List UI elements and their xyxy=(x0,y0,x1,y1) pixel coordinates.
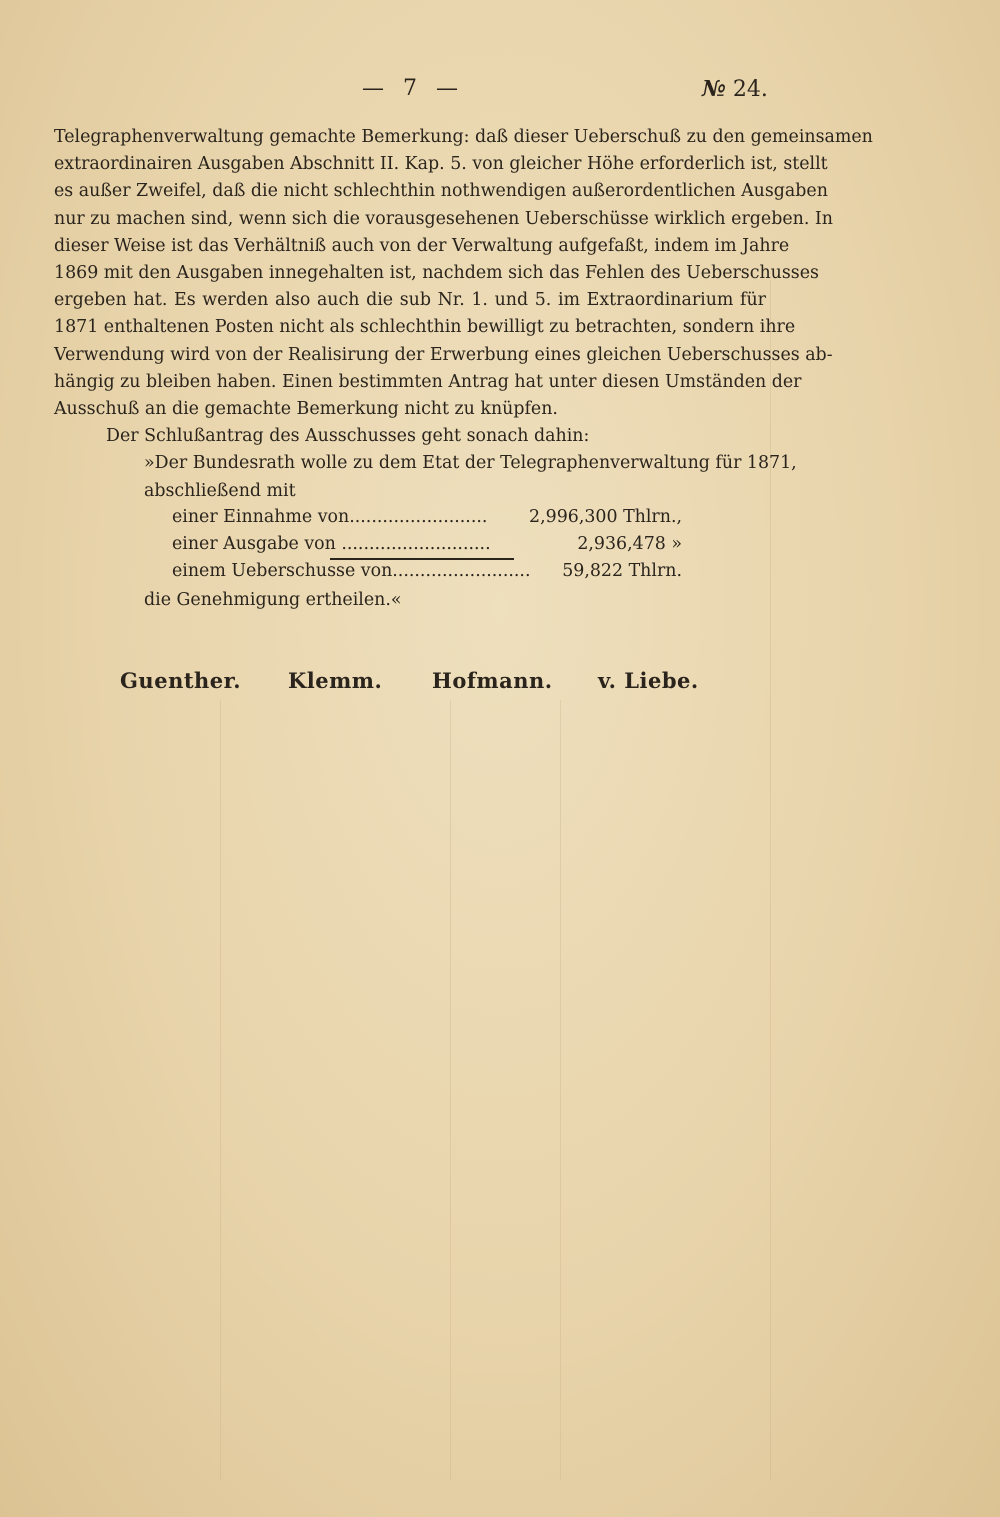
budget-value: 2,936,478 » xyxy=(577,534,682,554)
quote-line: abschließend mit xyxy=(144,480,296,501)
paragraph-line: hängig zu bleiben haben. Einen bestimmten Antrag hat unter diesen Umständen der xyxy=(54,371,802,392)
bleed-through-line xyxy=(560,700,561,1480)
bleed-through-line xyxy=(450,700,451,1480)
budget-row xyxy=(172,507,692,534)
paragraph-line: ergeben hat. Es werden also auch die sub Nr. 1. und 5. im Extraordinarium für xyxy=(54,290,766,311)
paragraph-line: Verwendung wird von der Realisirung der Erwerbung eines gleichen Ueberschusses ab- xyxy=(54,344,833,365)
paragraph-line: Telegraphenverwaltung gemachte Bemerkung: daß dieser Ueberschuß zu den gemeinsamen xyxy=(54,127,873,147)
bleed-through-line xyxy=(220,700,221,1480)
budget-label: einer Einnahme von......................... xyxy=(172,507,488,527)
quote-line: »Der Bundesrath wolle zu dem Etat der Telegraphenverwaltung für 1871, xyxy=(144,453,797,474)
document-number xyxy=(702,76,768,102)
page-header xyxy=(0,76,1000,110)
paragraph-line: dieser Weise ist das Verhältniß auch von der Verwaltung aufgefaßt, indem im Jahre xyxy=(54,235,790,256)
signature: Klemm. xyxy=(288,668,383,693)
main-text xyxy=(54,124,873,505)
paragraph-line: Ausschuß an die gemachte Bemerkung nicht zu knüpfen. xyxy=(54,399,558,420)
document-number-value: 24. xyxy=(732,77,768,102)
motion-intro: Der Schlußantrag des Ausschusses geht sonach dahin: xyxy=(106,426,590,447)
closing-line: die Genehmigung ertheilen.« xyxy=(144,590,402,610)
paragraph-line: nur zu machen sind, wenn sich die vorausgesehenen Ueberschüsse wirklich ergeben. In xyxy=(54,208,833,229)
page-number: — 7 — xyxy=(362,76,464,101)
paragraph-line: 1869 mit den Ausgaben innegehalten ist, nachdem sich das Fehlen des Ueberschusses xyxy=(54,263,819,284)
signature: Hofmann. xyxy=(432,668,553,693)
budget-row xyxy=(172,561,692,588)
paragraph-line: extraordinairen Ausgaben Abschnitt II. Kap. 5. von gleicher Höhe erforderlich ist, stellt xyxy=(54,154,828,175)
budget-value: 59,822 Thlrn. xyxy=(562,561,682,581)
budget-label: einem Ueberschusse von......................... xyxy=(172,561,531,581)
budget-table xyxy=(172,507,692,588)
numero-sign: № xyxy=(702,76,726,102)
paragraph-line: 1871 enthaltenen Posten nicht als schlechthin bewilligt zu betrachten, sondern ihre xyxy=(54,317,796,338)
paragraph-line: es außer Zweifel, daß die nicht schlechthin nothwendigen außerordentlichen Ausgaben xyxy=(54,181,828,202)
sum-rule xyxy=(330,558,514,560)
budget-label: einer Ausgabe von ........................... xyxy=(172,534,491,554)
budget-value: 2,996,300 Thlrn., xyxy=(529,507,682,527)
budget-row xyxy=(172,534,692,561)
signature: v. Liebe. xyxy=(598,668,699,693)
signature: Guenther. xyxy=(120,668,242,693)
